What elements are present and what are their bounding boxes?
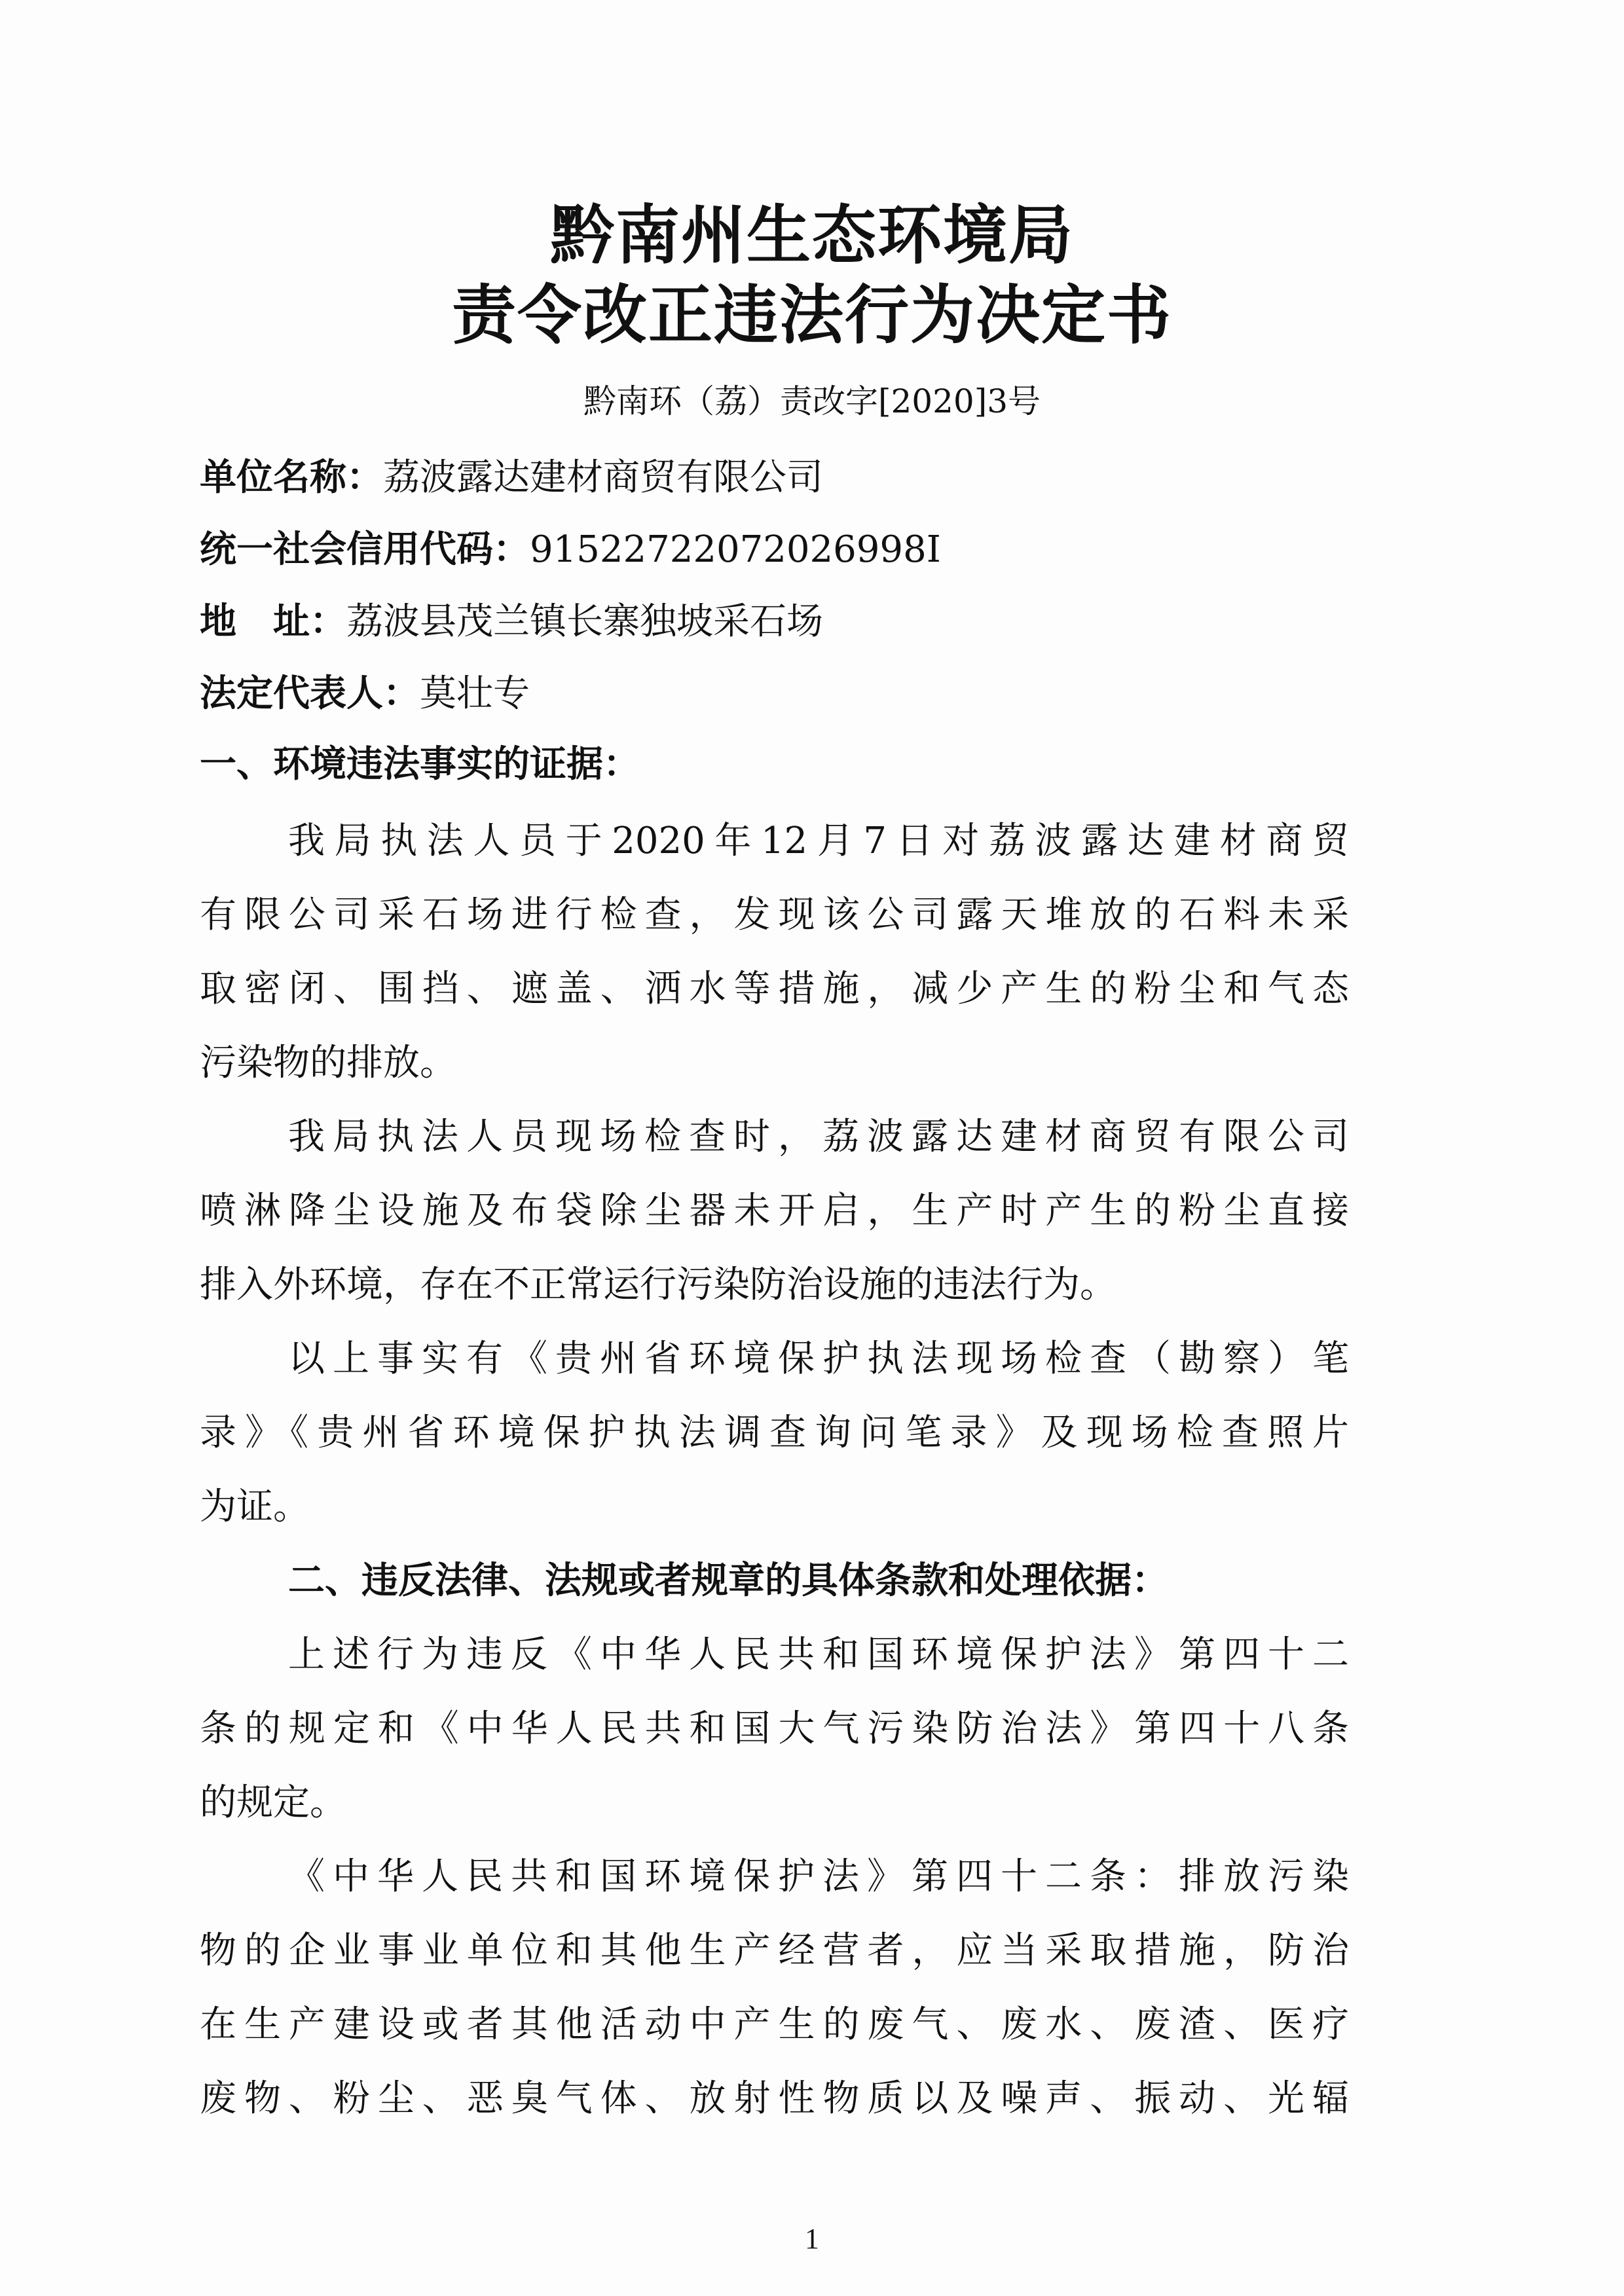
section1-p1-line4: 污染物的排放。 (200, 1042, 456, 1084)
section1-p1-line3: 取密闭、围挡、遮盖、洒水等措施，减少产生的粉尘和气态 (200, 968, 1349, 1010)
address-value: 荔波县茂兰镇长寨独坡采石场 (346, 600, 823, 643)
section2-p2-line3: 在生产建设或者其他活动中产生的废气、废水、废渣、医疗 (200, 2003, 1349, 2046)
section2-heading: 二、违反法律、法规或者规章的具体条款和处理依据： (288, 1559, 1168, 1602)
section1-heading: 一、环境违法事实的证据： (200, 743, 640, 786)
legal-rep-label: 法定代表人： (200, 672, 420, 715)
company-label: 单位名称： (200, 456, 383, 499)
section2-p1-line1: 上述行为违反《中华人民共和国环境保护法》第四十二 (288, 1633, 1349, 1676)
section1-p1-line1: 我局执法人员于2020年12月7日对荔波露达建材商贸 (288, 820, 1349, 862)
info-address (200, 596, 823, 648)
document-number: 黔南环（荔）责改字[2020]3号 (583, 382, 1041, 420)
section1-p3-line3: 为证。 (200, 1485, 310, 1528)
section2-p2-line2: 物的企业事业单位和其他生产经营者，应当采取措施，防治 (200, 1929, 1349, 1972)
page-number: 1 (805, 2223, 819, 2255)
info-company (200, 452, 823, 504)
credit-code-value: 91522722072026998I (530, 528, 941, 571)
info-legal-rep (200, 668, 530, 720)
section2-p1-line2: 条的规定和《中华人民共和国大气污染防治法》第四十八条 (200, 1707, 1349, 1750)
section2-p1-line3: 的规定。 (200, 1781, 346, 1824)
section1-p2-line1: 我局执法人员现场检查时，荔波露达建材商贸有限公司 (288, 1116, 1349, 1158)
section1-p3-line1: 以上事实有《贵州省环境保护执法现场检查（勘察）笔 (288, 1338, 1349, 1380)
section2-p2-line4: 废物、粉尘、恶臭气体、放射性物质以及噪声、振动、光辐 (200, 2077, 1349, 2120)
section1-p3-line2: 录》《贵州省环境保护执法调查询问笔录》及现场检查照片 (200, 1412, 1349, 1454)
document-title-decision: 责令改正违法行为决定书 (451, 278, 1172, 353)
section1-p1-line2: 有限公司采石场进行检查，发现该公司露天堆放的石料未采 (200, 894, 1349, 936)
document-title-agency: 黔南州生态环境局 (549, 198, 1074, 273)
section1-p2-line2: 喷淋降尘设施及布袋除尘器未开启，生产时产生的粉尘直接 (200, 1190, 1349, 1232)
company-value: 荔波露达建材商贸有限公司 (383, 456, 823, 499)
address-label: 地 址： (200, 600, 346, 643)
section2-p2-line1: 《中华人民共和国环境保护法》第四十二条：排放污染 (288, 1855, 1349, 1898)
info-credit-code (200, 524, 941, 576)
credit-code-label: 统一社会信用代码： (200, 528, 530, 571)
legal-rep-value: 莫壮专 (420, 672, 530, 715)
section1-p2-line3: 排入外环境，存在不正常运行污染防治设施的违法行为。 (200, 1264, 1116, 1306)
